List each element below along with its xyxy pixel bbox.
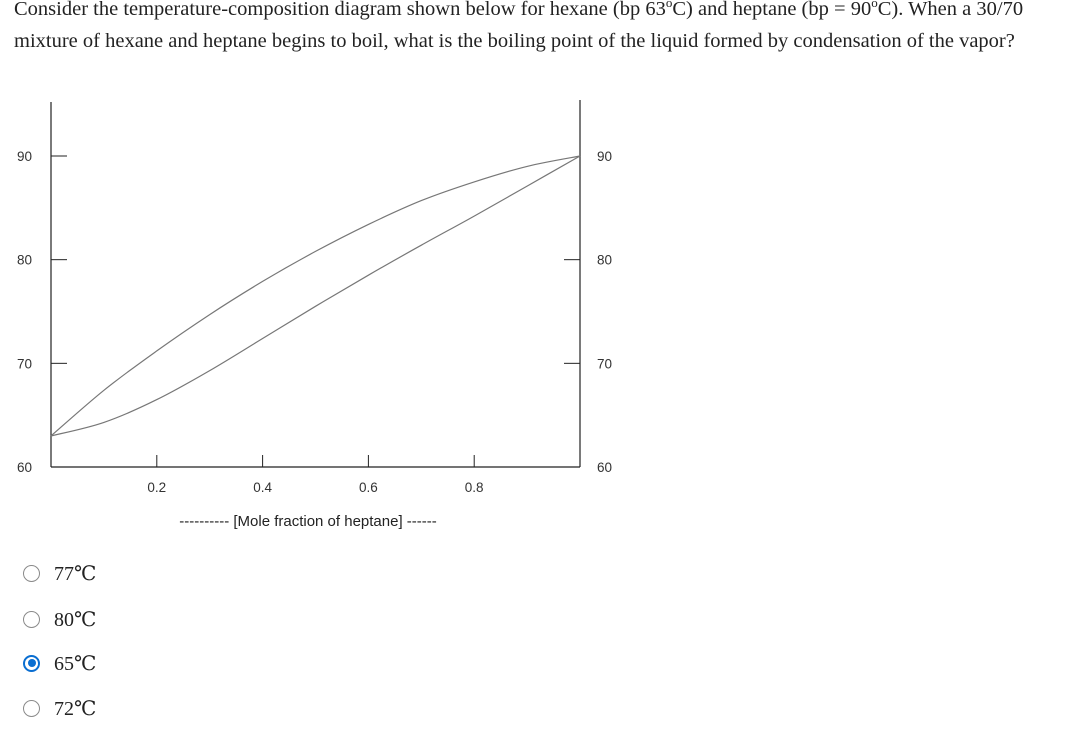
question-part-3: C). When a 30/70 mixture of hexane and heptane begins to boil, what is the boiling point of the liquid formed by condensation of the vapor? (14, 0, 1024, 52)
x-tick-label: 0.4 (253, 480, 272, 495)
degree-superscript: o (665, 0, 673, 11)
x-tick-label: 0.6 (359, 480, 378, 495)
answer-option[interactable] (23, 693, 283, 723)
radio-button-selected[interactable] (23, 655, 40, 672)
radio-button[interactable] (23, 700, 40, 717)
answer-option[interactable] (23, 604, 283, 634)
y-tick-label-right: 70 (597, 356, 613, 372)
x-tick-label: 0.2 (147, 480, 167, 495)
diagram-curves (51, 156, 580, 436)
y-tick-label-left: 90 (17, 149, 33, 164)
answer-option[interactable] (23, 648, 283, 678)
question-part-2: C) and heptane (bp = 90 (672, 0, 872, 20)
degree-superscript: o (871, 0, 878, 11)
liquid-curve (51, 156, 580, 436)
answer-option-label: 65℃ (54, 652, 97, 675)
answer-option-label: 80℃ (54, 608, 97, 631)
x-tick-label: 0.8 (464, 480, 484, 495)
y-tick-label-left: 60 (17, 460, 33, 475)
radio-button[interactable] (23, 565, 40, 582)
y-tick-label-right: 90 (597, 149, 613, 164)
question-text (14, 0, 1054, 57)
diagram-ticks (17, 149, 612, 495)
x-axis-label: ---------- [Mole fraction of heptane] ------ (179, 513, 437, 530)
y-tick-label-left: 70 (17, 356, 33, 372)
answer-option-label: 77℃ (54, 562, 97, 585)
temperature-composition-diagram (0, 90, 660, 540)
y-tick-label-right: 80 (597, 252, 613, 268)
vapor-curve (51, 156, 580, 436)
answer-option[interactable] (23, 558, 283, 588)
question-part-1: Consider the temperature-composition diagram shown below for hexane (bp 63 (14, 0, 666, 20)
radio-button[interactable] (23, 611, 40, 628)
y-tick-label-left: 80 (17, 252, 33, 268)
y-tick-label-right: 60 (597, 460, 613, 475)
answer-option-label: 72℃ (54, 697, 97, 720)
